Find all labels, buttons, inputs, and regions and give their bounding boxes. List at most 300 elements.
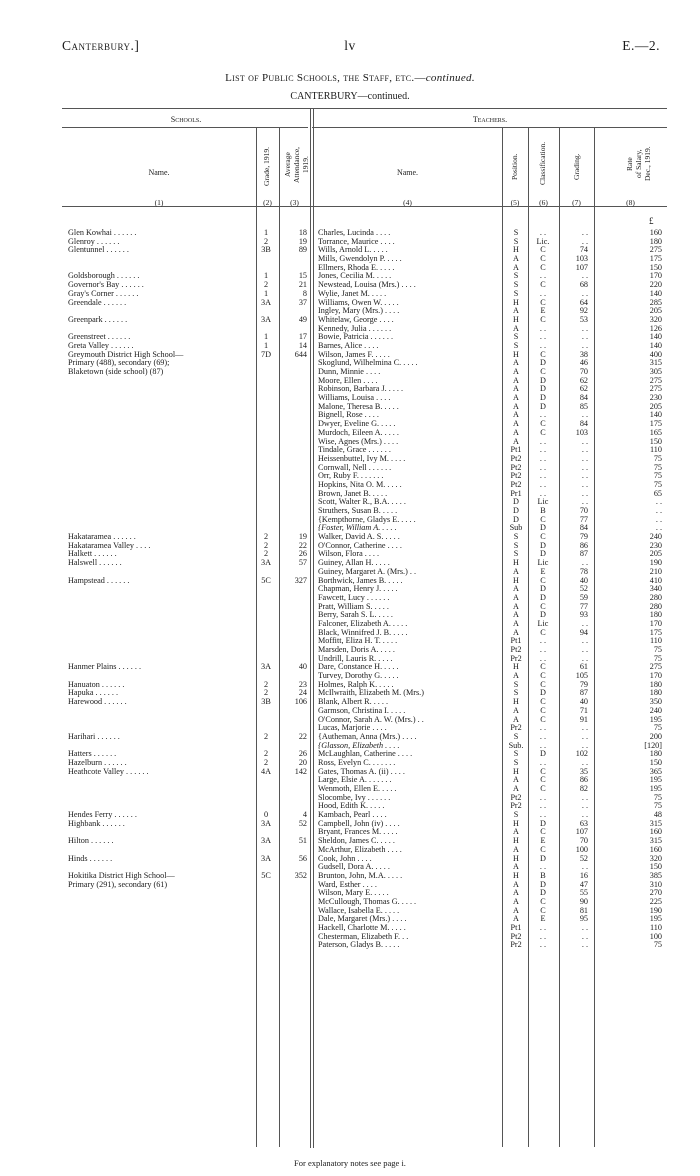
- grading-cell: 94: [579, 627, 588, 637]
- classification-cell: C: [540, 349, 546, 359]
- school-name-cell: Hendes Ferry . . . . . .: [68, 810, 137, 820]
- teacher-name-cell: Tindale, Grace . . . . . .: [318, 445, 391, 455]
- salary-cell: 385: [649, 870, 662, 880]
- salary-cell: 170: [649, 618, 662, 628]
- teacher-name-cell: Gates, Thomas A. (ii) . . . .: [318, 766, 405, 776]
- attendance-cell: 327: [294, 575, 307, 585]
- classification-cell: Lic: [537, 618, 549, 628]
- classification-cell: . .: [539, 940, 547, 950]
- teacher-name-cell: Wilson, Flora . . . .: [318, 549, 380, 559]
- schools-group-label: Schools.: [170, 115, 202, 124]
- classification-cell: D: [540, 592, 546, 602]
- teacher-name-cell: Whitelaw, George . . . .: [318, 314, 394, 324]
- position-cell: Pt2: [510, 792, 522, 802]
- grading-cell: . .: [581, 453, 588, 463]
- salary-cell: 315: [649, 836, 662, 846]
- position-cell: A: [513, 584, 519, 594]
- attendance-cell: 57: [298, 558, 307, 568]
- grading-cell: . .: [581, 436, 588, 446]
- salary-cell: 205: [649, 549, 662, 559]
- grading-cell: . .: [581, 636, 588, 646]
- teacher-name-cell: McIlwraith, Elizabeth M. (Mrs.): [318, 688, 424, 698]
- classification-cell: B: [540, 870, 546, 880]
- position-cell: A: [513, 888, 519, 898]
- attendance-cell: 142: [294, 766, 307, 776]
- classification-cell: D: [540, 393, 546, 403]
- classification-cell: D: [540, 584, 546, 594]
- table-title: [0, 72, 700, 84]
- grade-cell: 2: [263, 532, 269, 542]
- grade-cell: 3A: [260, 314, 271, 324]
- school-name-cell: Hanmer Plains . . . . . .: [68, 662, 141, 672]
- position-cell: S: [513, 679, 519, 689]
- attendance-cell: 24: [298, 688, 307, 698]
- attendance-cell: 51: [298, 836, 307, 846]
- classification-cell: . .: [539, 636, 547, 646]
- grading-cell: 81: [579, 905, 588, 915]
- schools-group-rule: [62, 127, 308, 128]
- salary-cell: 180: [649, 610, 662, 620]
- grading-cell: 87: [579, 688, 588, 698]
- salary-cell: 310: [649, 879, 662, 889]
- position-cell: A: [513, 367, 519, 376]
- teacher-name-cell: Ellmers, Rhoda E. . . . .: [318, 262, 395, 272]
- teacher-name-cell: Skoglund, Wilhelmina C. . . . .: [318, 358, 418, 368]
- school-name-cell: Halswell . . . . . .: [68, 558, 122, 568]
- grading-cell: 16: [579, 870, 588, 880]
- school-name-cell: Primary (488), secondary (69);: [68, 358, 170, 368]
- grade-cell: 2: [263, 236, 269, 246]
- grading-cell: . .: [581, 288, 588, 298]
- position-cell: A: [513, 844, 519, 854]
- grading-cell: 103: [575, 427, 588, 437]
- classification-cell: D: [540, 401, 546, 411]
- school-name-cell: Hanuaton . . . . . .: [68, 679, 125, 689]
- position-cell: A: [513, 393, 519, 403]
- classification-cell: C: [540, 254, 546, 264]
- grading-cell: 61: [579, 662, 588, 672]
- salary-cell: 350: [649, 697, 662, 707]
- grade-cell: 2: [263, 688, 269, 698]
- salary-cell: 275: [649, 384, 662, 394]
- position-cell: A: [513, 601, 519, 611]
- classification-cell: Lic: [537, 497, 549, 507]
- salary-cell: 195: [649, 914, 662, 924]
- grading-cell: 46: [579, 358, 588, 368]
- classification-cell: C: [540, 314, 546, 324]
- grade-cell: 2: [263, 549, 269, 559]
- salary-cell: . .: [655, 506, 662, 515]
- salary-cell: 180: [649, 688, 662, 698]
- grading-cell: 82: [579, 784, 588, 793]
- classification-cell: C: [540, 297, 546, 307]
- salary-cell: [120]: [644, 740, 662, 750]
- grading-cell: 63: [579, 818, 588, 828]
- grading-cell: . .: [581, 340, 588, 350]
- grading-cell: 107: [575, 262, 588, 272]
- position-cell: A: [513, 705, 519, 715]
- classification-cell: C: [540, 601, 546, 611]
- classification-cell: . .: [539, 723, 547, 733]
- salary-cell: 305: [649, 367, 662, 376]
- grade-cell: 1: [263, 288, 269, 298]
- attendance-cell: 40: [298, 662, 307, 672]
- classification-cell: C: [540, 627, 546, 637]
- classification-cell: D: [540, 384, 546, 394]
- classification-cell: E: [540, 566, 546, 576]
- salary-cell: 275: [649, 245, 662, 255]
- classification-cell: . .: [539, 757, 547, 767]
- teacher-name-cell: Williams, Owen W. . . . .: [318, 297, 399, 307]
- salary-cell: 175: [649, 627, 662, 637]
- school-name-cell: Hilton . . . . . .: [68, 836, 114, 846]
- school-name-cell: Goldsborough . . . . . .: [68, 271, 140, 281]
- teacher-name-cell: Wise, Agnes (Mrs.) . . . .: [318, 436, 399, 446]
- attendance-cell: 644: [294, 349, 307, 359]
- salary-cell: 75: [653, 940, 662, 950]
- teacher-name-cell: Wilson, Mary E. . . . .: [318, 888, 389, 898]
- teacher-name-cell: Robinson, Barbara J. . . . .: [318, 384, 404, 394]
- school-name-cell: Greendale . . . . . .: [68, 297, 127, 307]
- teacher-name-cell: Torrance, Maurice . . . .: [318, 236, 395, 246]
- teacher-name-cell: Williams, Louisa . . . .: [318, 393, 391, 403]
- school-name-cell: Hakataramea . . . . . .: [68, 532, 136, 542]
- grade-cell: 3B: [261, 697, 271, 707]
- col-number: (2): [263, 198, 272, 207]
- teacher-name-cell: Kambach, Pearl . . . .: [318, 810, 387, 820]
- salary-cell: 75: [653, 792, 662, 802]
- grade-cell: 7D: [260, 349, 271, 359]
- grading-cell: . .: [581, 332, 588, 342]
- teacher-name-cell: Large, Elsie A. . . . . . .: [318, 775, 392, 785]
- classification-cell: . .: [539, 436, 547, 446]
- teacher-name-cell: Dale, Margaret (Mrs.) . . . .: [318, 914, 407, 924]
- salary-cell: 140: [649, 288, 662, 298]
- grading-cell: 47: [579, 879, 588, 889]
- position-cell: Pt2: [510, 471, 522, 481]
- salary-cell: 320: [649, 314, 662, 324]
- grading-cell: . .: [581, 271, 588, 281]
- position-cell: S: [513, 332, 519, 342]
- teacher-name-cell: Guiney, Margaret A. (Mrs.) . .: [318, 566, 417, 576]
- teacher-name-cell: Lucas, Marjorie . . . .: [318, 723, 387, 733]
- classification-cell: . .: [539, 645, 547, 654]
- position-cell: Pt1: [510, 636, 522, 646]
- salary-cell: 190: [649, 558, 662, 568]
- teacher-name-cell: Campbell, John (iv) . . . .: [318, 818, 400, 828]
- classification-cell: C: [540, 784, 546, 793]
- position-cell: S: [513, 280, 519, 290]
- school-name-cell: Hatters . . . . . .: [68, 749, 117, 759]
- teacher-name-cell: Wylie, Janet M. . . . .: [318, 288, 387, 298]
- grade-cell: 2: [263, 280, 269, 290]
- salary-cell: 180: [649, 679, 662, 689]
- teacher-name-cell: Cook, John . . . .: [318, 853, 372, 863]
- grading-cell: . .: [581, 618, 588, 628]
- salary-cell: 75: [653, 453, 662, 463]
- salary-cell: 195: [649, 775, 662, 785]
- teacher-name-cell: Dwyer, Eveline G. . . . .: [318, 419, 396, 429]
- school-name-cell: Heathcote Valley . . . . . .: [68, 766, 149, 776]
- table-title-suffix: continued.: [425, 72, 475, 84]
- classification-cell: D: [540, 879, 546, 889]
- salary-cell: . .: [655, 514, 662, 524]
- teacher-name-cell: Borthwick, James B. . . . .: [318, 575, 403, 585]
- salary-cell: 140: [649, 340, 662, 350]
- grading-cell: 78: [579, 566, 588, 576]
- classification-cell: D: [540, 610, 546, 620]
- teacher-name-cell: Falconer, Elizabeth A. . . . .: [318, 618, 408, 628]
- classification-cell: . .: [539, 340, 547, 350]
- classification-cell: . .: [539, 462, 547, 472]
- teacher-name-cell: Wilson, James F. . . . .: [318, 349, 390, 359]
- position-cell: A: [513, 566, 519, 576]
- classification-cell: C: [540, 514, 546, 524]
- classification-cell: . .: [539, 332, 547, 342]
- classification-cell: . .: [539, 923, 547, 932]
- salary-cell: 175: [649, 419, 662, 429]
- classification-cell: Lic: [537, 558, 549, 568]
- teacher-name-cell: McCullough, Thomas G. . . . .: [318, 896, 417, 906]
- position-cell: S: [513, 532, 519, 542]
- school-name-cell: Hokitika District High School—: [68, 870, 175, 880]
- grading-cell: 84: [579, 419, 588, 429]
- teacher-name-cell: Bignell, Rose . . . .: [318, 410, 379, 420]
- salary-cell: 75: [653, 462, 662, 472]
- classification-cell: D: [540, 888, 546, 898]
- teacher-name-cell: Malone, Theresa B. . . . .: [318, 401, 399, 411]
- classification-cell: C: [540, 679, 546, 689]
- salary-cell: 205: [649, 401, 662, 411]
- classification-cell: E: [540, 836, 546, 846]
- grading-cell: 90: [579, 896, 588, 906]
- salary-cell: . .: [655, 523, 662, 533]
- teacher-name-cell: Wenmoth, Ellen E. . . . .: [318, 784, 397, 793]
- school-name-cell: Gray's Corner . . . . . .: [68, 288, 139, 298]
- classification-cell: D: [540, 358, 546, 368]
- salary-cell: 195: [649, 784, 662, 793]
- salary-cell: 205: [649, 306, 662, 316]
- salary-cell: 410: [649, 575, 662, 585]
- grade-cell: 3A: [260, 818, 271, 828]
- grading-cell: 92: [579, 306, 588, 316]
- attendance-cell: 37: [298, 297, 307, 307]
- position-cell: S: [513, 540, 519, 550]
- grade-cell: 2: [263, 540, 269, 550]
- teacher-name-cell: Garmson, Christina I. . . . .: [318, 705, 406, 715]
- teacher-name-cell: Berry, Sarah S. L. . . . .: [318, 610, 393, 620]
- grading-cell: 93: [579, 610, 588, 620]
- grading-cell: 105: [575, 671, 588, 681]
- classification-cell: C: [540, 844, 546, 854]
- teacher-name-cell: Dunn, Minnie . . . .: [318, 367, 381, 376]
- teacher-name-cell: Wallace, Isabella E. . . . .: [318, 905, 400, 915]
- position-cell: S: [513, 549, 519, 559]
- teacher-name-cell: Charles, Lucinda . . . .: [318, 228, 391, 237]
- currency-symbol: £: [649, 216, 654, 226]
- teacher-name-cell: McLaughlan, Catherine . . . .: [318, 749, 413, 759]
- grading-cell: . .: [581, 653, 588, 663]
- school-name-cell: Halkett . . . . . .: [68, 549, 117, 559]
- position-cell: H: [513, 697, 519, 707]
- classification-cell: D: [540, 375, 546, 385]
- position-cell: A: [513, 714, 519, 724]
- teacher-name-cell: Chapman, Henry J. . . . .: [318, 584, 398, 594]
- grading-cell: 91: [579, 714, 588, 724]
- grading-cell: . .: [581, 723, 588, 733]
- grading-cell: 62: [579, 384, 588, 394]
- position-cell: H: [513, 766, 519, 776]
- teacher-name-cell: Ingley, Mary (Mrs.) . . . .: [318, 306, 400, 316]
- attendance-cell: 352: [294, 870, 307, 880]
- classification-cell: . .: [539, 471, 547, 481]
- teacher-name-cell: Moffitt, Eliza H. T. . . . .: [318, 636, 398, 646]
- grading-cell: 38: [579, 349, 588, 359]
- position-cell: Pt2: [510, 479, 522, 489]
- salary-cell: 48: [653, 810, 662, 820]
- classification-cell: Lic.: [536, 236, 550, 246]
- col-number: (7): [572, 198, 581, 207]
- grading-cell: 70: [579, 506, 588, 515]
- classification-cell: . .: [539, 931, 547, 941]
- classification-cell: C: [540, 705, 546, 715]
- classification-cell: D: [540, 523, 546, 533]
- grade-cell: 3A: [260, 853, 271, 863]
- salary-cell: 150: [649, 757, 662, 767]
- teacher-name-cell: O'Connor, Sarah A. W. (Mrs.) . .: [318, 714, 424, 724]
- attendance-cell: 26: [298, 549, 307, 559]
- attendance-cell: 19: [298, 236, 307, 246]
- salary-cell: 280: [649, 592, 662, 602]
- classification-cell: . .: [539, 323, 547, 333]
- salary-cell: 190: [649, 905, 662, 915]
- teacher-name-cell: Brunton, John, M.A. . . . .: [318, 870, 403, 880]
- grading-cell: . .: [581, 445, 588, 455]
- classification-cell: C: [540, 775, 546, 785]
- classification-cell: C: [540, 896, 546, 906]
- col-header-attendance: Average Attendance, 1919.: [283, 146, 310, 184]
- teacher-name-cell: Heissenbuttel, Ivy M. . . . .: [318, 453, 406, 463]
- position-cell: A: [513, 592, 519, 602]
- salary-cell: 320: [649, 853, 662, 863]
- grading-cell: . .: [581, 931, 588, 941]
- position-cell: A: [513, 905, 519, 915]
- position-cell: Pr2: [510, 801, 522, 811]
- salary-cell: 230: [649, 540, 662, 550]
- col-header-salary: Rate of Salary, Dec., 1919.: [625, 146, 652, 182]
- salary-cell: 285: [649, 297, 662, 307]
- position-cell: A: [513, 410, 519, 420]
- col-header-classification: Classification.: [538, 141, 547, 185]
- position-cell: H: [513, 853, 519, 863]
- grading-cell: 59: [579, 592, 588, 602]
- salary-cell: 75: [653, 801, 662, 811]
- position-cell: S: [513, 731, 519, 741]
- teacher-name-cell: Black, Winnifred J. B. . . . .: [318, 627, 408, 637]
- col-number: (4): [403, 198, 412, 207]
- salary-cell: 140: [649, 410, 662, 420]
- position-cell: Pt2: [510, 462, 522, 472]
- position-cell: S: [513, 340, 519, 350]
- grading-cell: . .: [581, 731, 588, 741]
- col-header-grade: Grade, 1919.: [262, 147, 271, 187]
- grading-cell: . .: [581, 479, 588, 489]
- school-name-cell: Greenpark . . . . . .: [68, 314, 128, 324]
- table-subtitle: CANTERBURY—continued.: [290, 91, 410, 102]
- grading-cell: 84: [579, 523, 588, 533]
- salary-cell: 315: [649, 818, 662, 828]
- grading-cell: 64: [579, 297, 588, 307]
- grade-cell: 1: [263, 271, 269, 281]
- grading-cell: 40: [579, 575, 588, 585]
- position-cell: Sub.: [508, 740, 524, 750]
- salary-cell: 180: [649, 749, 662, 759]
- classification-cell: C: [540, 280, 546, 290]
- school-name-cell: Harewood . . . . . .: [68, 697, 127, 707]
- grading-cell: 107: [575, 827, 588, 837]
- position-cell: H: [513, 297, 519, 307]
- teacher-name-cell: Ward, Esther . . . .: [318, 879, 377, 889]
- attendance-cell: 17: [298, 332, 307, 342]
- salary-cell: 126: [649, 323, 662, 333]
- school-name-cell: Greymouth District High School—: [68, 349, 184, 359]
- classification-cell: C: [540, 262, 546, 272]
- salary-cell: 110: [650, 636, 662, 646]
- footer-note: For explanatory notes see page i.: [294, 1158, 406, 1168]
- salary-cell: 230: [649, 393, 662, 403]
- teacher-name-cell: Fawcett, Lucy . . . . . .: [318, 592, 390, 602]
- attendance-cell: 21: [298, 280, 307, 290]
- classification-cell: . .: [539, 488, 547, 498]
- grading-cell: . .: [581, 236, 588, 246]
- attendance-cell: 22: [298, 540, 307, 550]
- grading-cell: . .: [581, 862, 588, 872]
- salary-cell: 180: [649, 236, 662, 246]
- grading-cell: 102: [575, 749, 588, 759]
- teachers-group-rule: [312, 127, 667, 128]
- school-name-cell: Glentunnel . . . . . .: [68, 245, 129, 255]
- col-header-grading: Grading.: [572, 153, 581, 181]
- teacher-name-cell: Gudsell, Dora A. . . . .: [318, 862, 390, 872]
- teacher-name-cell: Chesterman, Elizabeth F. . .: [318, 931, 409, 941]
- position-cell: Pt2: [510, 453, 522, 463]
- salary-cell: 200: [649, 731, 662, 741]
- attendance-cell: 14: [298, 340, 307, 350]
- attendance-cell: 8: [302, 288, 307, 298]
- classification-cell: B: [540, 506, 546, 515]
- position-cell: A: [513, 671, 519, 681]
- classification-cell: . .: [539, 228, 547, 237]
- col-header-position: Position.: [510, 153, 519, 181]
- teacher-name-cell: Blank, Albert R. . . . .: [318, 697, 389, 707]
- position-cell: Pt2: [510, 645, 522, 654]
- grading-cell: 79: [579, 679, 588, 689]
- position-cell: A: [513, 375, 519, 385]
- attendance-cell: 18: [298, 228, 307, 237]
- position-cell: H: [513, 870, 519, 880]
- position-cell: A: [513, 827, 519, 837]
- grading-cell: 62: [579, 375, 588, 385]
- position-cell: S: [513, 288, 519, 298]
- attendance-cell: 106: [294, 697, 307, 707]
- teacher-name-cell: {Glasson, Elizabeth . . . .: [318, 740, 400, 750]
- position-cell: S: [513, 688, 519, 698]
- school-name-cell: Highbank . . . . . .: [68, 818, 125, 828]
- col-header-school-name: Name.: [148, 168, 170, 177]
- col-number: (8): [626, 198, 635, 207]
- school-name-cell: Hapuka . . . . . .: [68, 688, 119, 698]
- classification-cell: . .: [539, 740, 547, 750]
